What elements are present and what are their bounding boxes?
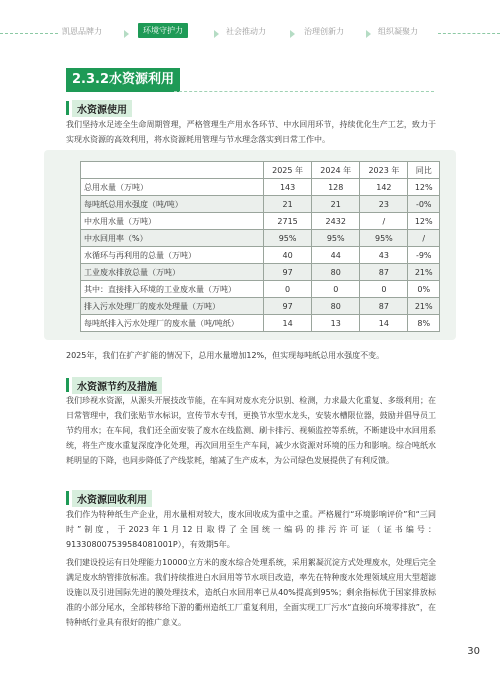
value-cell: 80 <box>312 264 360 281</box>
value-cell: 97 <box>264 298 312 315</box>
value-cell: 21% <box>408 264 440 281</box>
value-cell: 21 <box>312 196 360 213</box>
value-cell: 0 <box>312 281 360 298</box>
table-row <box>81 298 440 315</box>
chevron-right-icon <box>124 30 129 38</box>
value-cell: / <box>360 213 408 230</box>
chevron-right-icon <box>214 30 219 38</box>
table-row <box>81 264 440 281</box>
subheading-text: 水资源使用 <box>72 100 132 117</box>
table-row <box>81 230 440 247</box>
table-header-cell: 2023 年 <box>360 162 408 179</box>
water-use-note: 2025年，我们在扩产扩能的情况下，总用水量增加12%，但实现每吨纸总用水强度不变。 <box>66 351 385 360</box>
value-cell: 87 <box>360 264 408 281</box>
chevron-right-icon <box>366 30 371 38</box>
heading-bar <box>66 378 69 392</box>
value-cell: 95% <box>360 230 408 247</box>
table-row <box>81 281 440 298</box>
table-header-cell: 同比 <box>408 162 440 179</box>
row-label-cell: 中水用水量（万吨） <box>81 213 264 230</box>
table-header-cell: 2024 年 <box>312 162 360 179</box>
heading-bar <box>66 491 69 505</box>
value-cell: 13 <box>312 315 360 332</box>
value-cell: 0% <box>408 281 440 298</box>
row-label-cell: 中水回用率（%） <box>81 230 264 247</box>
row-label-cell: 总用水量（万吨） <box>81 179 264 196</box>
value-cell: 8% <box>408 315 440 332</box>
table-header-row <box>81 162 440 179</box>
table-header-cell <box>81 162 264 179</box>
value-cell: 21 <box>264 196 312 213</box>
nav-item-environment[interactable]: 环境守护力 <box>138 23 188 38</box>
value-cell: 12% <box>408 179 440 196</box>
value-cell: 14 <box>264 315 312 332</box>
table-row <box>81 179 440 196</box>
water-use-intro: 我们坚持水足迹全生命周期管理，严格管理生产用水各环节、中水回用环节，持续优化生产工艺，致力于实现水资源的高效利用，将水资源耗用管理与节水理念落实到日常工作中。 <box>66 120 436 144</box>
table-row <box>81 213 440 230</box>
nav-item-organization[interactable]: 组织凝聚力 <box>378 27 418 36</box>
table-row <box>81 196 440 213</box>
table-row <box>81 247 440 264</box>
value-cell: 87 <box>360 298 408 315</box>
value-cell: 97 <box>264 264 312 281</box>
subheading-text: 水资源节约及措施 <box>72 377 162 394</box>
nav-item-brand[interactable]: 凯恩品牌力 <box>62 27 102 36</box>
value-cell: 80 <box>312 298 360 315</box>
value-cell: 14 <box>360 315 408 332</box>
chevron-right-icon <box>290 30 295 38</box>
value-cell: 2432 <box>312 213 360 230</box>
nav-divider <box>0 33 58 34</box>
row-label-cell: 其中：直接排入环境的工业废水量（万吨） <box>81 281 264 298</box>
value-cell: 23 <box>360 196 408 213</box>
water-data-table <box>80 161 440 332</box>
value-cell: 95% <box>312 230 360 247</box>
nav-item-governance[interactable]: 治理创新力 <box>304 27 344 36</box>
value-cell: -9% <box>408 247 440 264</box>
top-nav <box>0 22 500 46</box>
table-row <box>81 315 440 332</box>
value-cell: -0% <box>408 196 440 213</box>
nav-divider <box>438 33 500 34</box>
row-label-cell: 每吨纸排入污水处理厂的废水量（吨/吨纸） <box>81 315 264 332</box>
value-cell: 2715 <box>264 213 312 230</box>
table-body <box>81 179 440 332</box>
value-cell: / <box>408 230 440 247</box>
section-title: 2.3.2水资源利用 <box>66 68 180 92</box>
water-recycle-text-1: 我们作为特种纸生产企业，用水量相对较大，废水回收成为重中之重。严格履行“环境影响评价”和“三同时”制度，于2023年1月12日取得了全国统一编码的排污许可证（证书编号：913308007539584081001P），有效期5年。 <box>66 510 436 549</box>
value-cell: 12% <box>408 213 440 230</box>
row-label-cell: 每吨纸总用水强度（吨/吨） <box>81 196 264 213</box>
title-divider <box>174 91 434 92</box>
value-cell: 44 <box>312 247 360 264</box>
value-cell: 21% <box>408 298 440 315</box>
value-cell: 43 <box>360 247 408 264</box>
value-cell: 0 <box>264 281 312 298</box>
value-cell: 143 <box>264 179 312 196</box>
value-cell: 0 <box>360 281 408 298</box>
table-header-cell: 2025 年 <box>264 162 312 179</box>
value-cell: 40 <box>264 247 312 264</box>
page-number: 30 <box>467 646 480 657</box>
heading-bar <box>66 101 69 115</box>
value-cell: 142 <box>360 179 408 196</box>
row-label-cell: 水循环与再利用的总量（万吨） <box>81 247 264 264</box>
nav-item-society[interactable]: 社会推动力 <box>226 27 266 36</box>
water-recycle-text-2: 我们建设投运有日处理能力10000立方米的废水综合处理系统，采用絮凝沉淀方式处理废水，处理后完全满足废水纳管排放标准。我们持续推进白水回用等节水项目改造，率先在特种废水处理领域应用大型超滤设施以及引进国际先进的膜处理技术，造纸白水回用率已从40%提高到95%；剩余指标优于国家排放标准的小部分尾水，全部转移给下游的衢州造纸工厂重复利用，全面实现工厂污水“直接向环境零排放”，在特种纸行业具有很好的推广意义。 <box>66 558 436 627</box>
value-cell: 95% <box>264 230 312 247</box>
value-cell: 128 <box>312 179 360 196</box>
water-saving-text: 我们珍视水资源，从源头开展技改节能，在车间对废水充分识别、检测，力求最大化重复、多级利用；在日常管理中，我们张贴节水标识，宣传节水专刊，更换节水型水龙头，安装水槽限位器，鼓励并倡导员工节约用水；在车间，我们还全面安装了废水在线监测、刷卡排污、视频监控等系统，不断建设中水回用系统，将生产废水重复深度净化处理，再次回用至生产车间，减少水资源对环境的压力和影响。综合吨纸水耗明显的下降，也同步降低了产线浆耗，缩减了生产成本，为公司绿色发展提供了有利反馈。 <box>66 396 436 465</box>
subheading-text: 水资源回收利用 <box>72 490 152 507</box>
row-label-cell: 排入污水处理厂的废水处理量（万吨） <box>81 298 264 315</box>
row-label-cell: 工业废水排放总量（万吨） <box>81 264 264 281</box>
